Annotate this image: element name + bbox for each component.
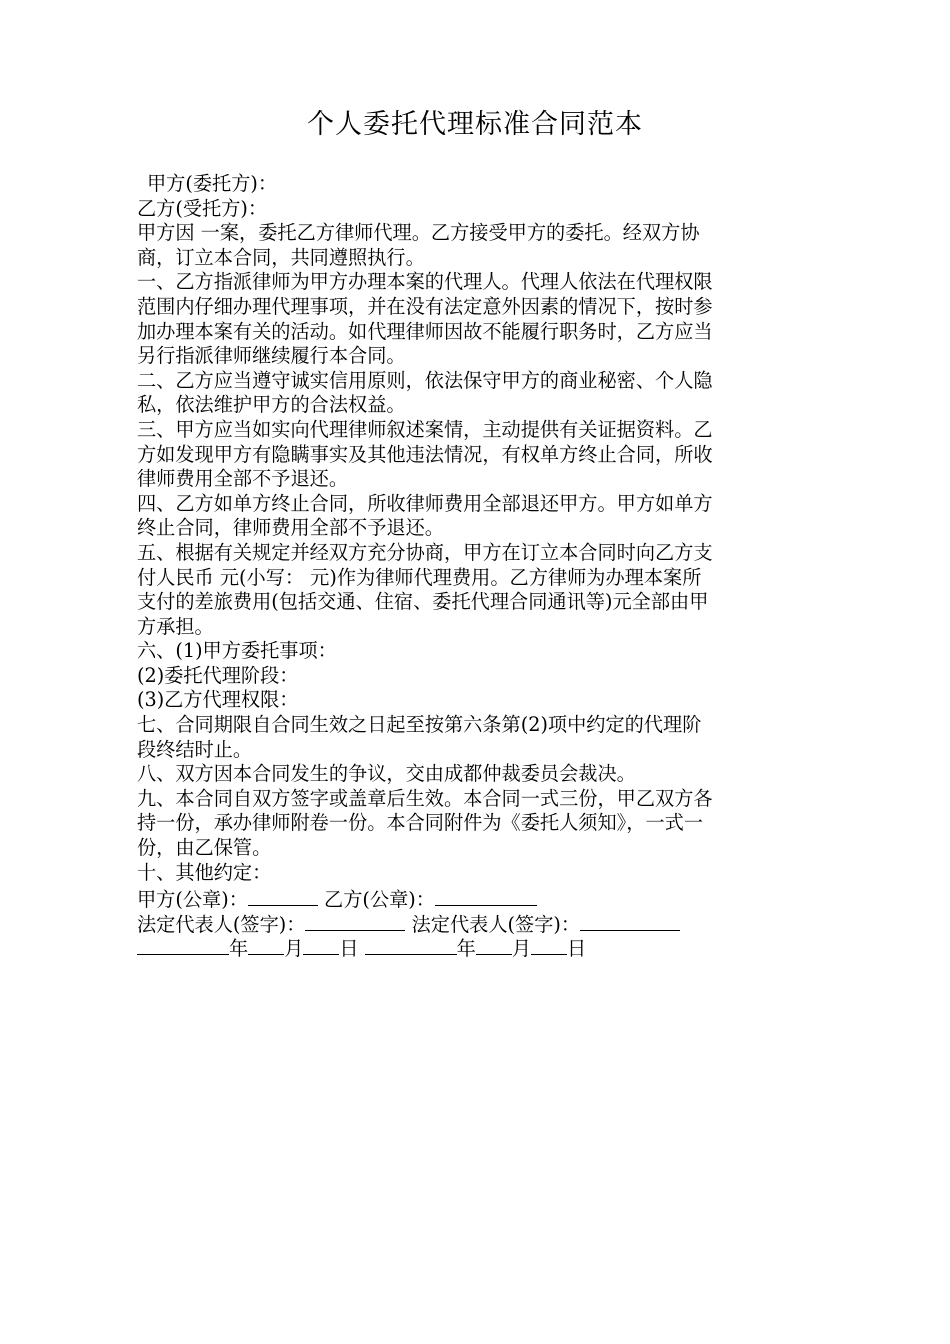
rep-b-signature-blank — [580, 910, 680, 931]
party-a-seal-blank — [248, 885, 318, 906]
clause-1-line: 加办理本案有关的活动。如代理律师因故不能履行职务时，乙方应当 — [137, 319, 713, 343]
document-title: 个人委托代理标准合同范本 — [307, 109, 643, 140]
month-blank-b — [476, 934, 512, 955]
clause-2-line: 私，依法维护甲方的合法权益。 — [137, 393, 406, 417]
day-blank-b — [531, 934, 567, 955]
month-label: 月 — [284, 937, 304, 961]
day-label: 日 — [567, 937, 587, 961]
clause-3-line: 律师费用全部不予退还。 — [137, 467, 349, 491]
seal-row — [137, 885, 817, 910]
clause-7-line: 七、合同期限自合同生效之日起至按第六条第(2)项中约定的代理阶 — [137, 713, 702, 737]
clause-10-line: 十、其他约定： — [137, 860, 272, 884]
clause-1-line: 范围内仔细办理代理事项，并在没有法定意外因素的情况下，按时参 — [137, 294, 713, 318]
year-blank-a — [137, 934, 229, 955]
clause-9-line: 份，由乙保管。 — [137, 836, 272, 860]
clause-5-line: 付人民币 元(小写： 元)作为律师代理费用。乙方律师为办理本案所 — [137, 565, 702, 589]
paragraph-line: 甲方因 一案，委托乙方律师代理。乙方接受甲方的委托。经双方协 — [137, 221, 700, 245]
clause-5-line: 支付的差旅费用(包括交通、住宿、委托代理合同通讯等)元全部由甲 — [137, 590, 709, 614]
party-a-line: 甲方(委托方)： — [147, 172, 278, 195]
clause-2-line: 二、乙方应当遵守诚实信用原则，依法保守甲方的商业秘密、个人隐 — [137, 368, 713, 392]
party-b-seal-label: 乙方(公章)： — [324, 888, 435, 912]
clause-5-line: 方承担。 — [137, 614, 214, 638]
contract-body — [137, 172, 817, 959]
year-label: 年 — [229, 937, 249, 961]
party-a-seal-label: 甲方(公章)： — [137, 888, 248, 912]
clause-4-line: 四、乙方如单方终止合同，所收律师费用全部退还甲方。甲方如单方 — [137, 491, 713, 515]
clause-3-line: 方如发现甲方有隐瞒事实及其他违法情况，有权单方终止合同，所收 — [137, 442, 713, 466]
paragraph-line: 商，订立本合同，共同遵照执行。 — [137, 245, 425, 269]
day-blank-a — [303, 934, 339, 955]
rep-a-label: 法定代表人(签字)： — [137, 912, 306, 936]
year-blank-b — [365, 934, 457, 955]
rep-b-label: 法定代表人(签字)： — [411, 912, 581, 936]
representative-row — [137, 910, 817, 935]
month-blank-a — [248, 934, 284, 955]
clause-5-line: 五、根据有关规定并经双方充分协商，甲方在订立本合同时向乙方支 — [137, 540, 713, 564]
clause-6-line: (3)乙方代理权限： — [137, 688, 299, 712]
clause-1-line: 另行指派律师继续履行本合同。 — [137, 344, 406, 368]
clause-6-line: 六、(1)甲方委托事项： — [137, 639, 337, 663]
clause-6-line: (2)委托代理阶段： — [137, 663, 299, 687]
party-b-seal-blank — [435, 885, 537, 906]
clause-1-line: 一、乙方指派律师为甲方办理本案的代理人。代理人依法在代理权限 — [137, 270, 713, 294]
clause-7-line: 段终结时止。 — [137, 737, 253, 761]
rep-a-signature-blank — [305, 910, 405, 931]
clause-9-line: 持一份，承办律师附卷一份。本合同附件为《委托人须知》，一式一 — [137, 811, 704, 835]
year-label: 年 — [456, 937, 476, 961]
clause-8-line: 八、双方因本合同发生的争议，交由成都仲裁委员会裁决。 — [137, 762, 636, 786]
day-label: 日 — [339, 937, 359, 961]
clause-4-line: 终止合同，律师费用全部不予退还。 — [137, 516, 444, 540]
clause-3-line: 三、甲方应当如实向代理律师叙述案情，主动提供有关证据资料。乙 — [137, 417, 713, 441]
month-label: 月 — [511, 937, 532, 961]
party-b-line: 乙方(受托方)： — [137, 196, 268, 220]
date-row — [137, 934, 817, 959]
clause-9-line: 九、本合同自双方签字或盖章后生效。本合同一式三份，甲乙双方各 — [137, 786, 713, 810]
